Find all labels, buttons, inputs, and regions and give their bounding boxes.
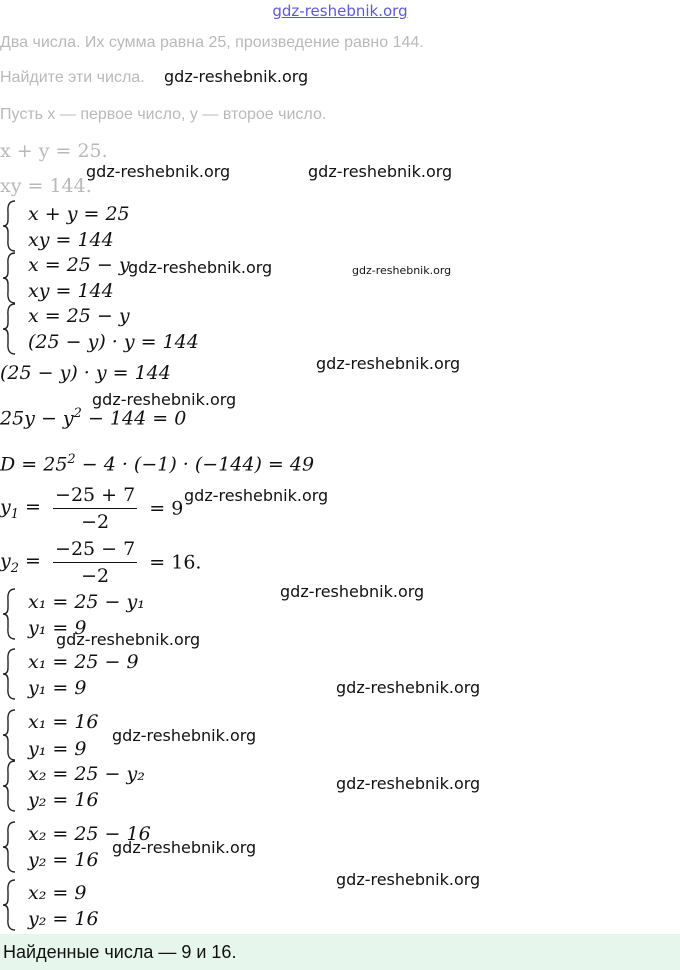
system-2-eq-b: xy = 144	[28, 280, 114, 302]
system-1-eq-a: x + y = 25	[28, 203, 130, 225]
root-y1	[0, 484, 183, 533]
problem-line-3: Пусть x — первое число, y — второе число.	[0, 106, 327, 123]
system-7-eq-a: x₂ = 25 − y₂	[28, 763, 145, 785]
system-6-eq-a: x₁ = 16	[28, 711, 99, 733]
root-y2-result: = 16.	[149, 551, 202, 574]
system-1-eq-b: xy = 144	[28, 229, 114, 251]
left-brace-icon	[2, 709, 18, 761]
watermark: gdz-reshebnik.org	[112, 726, 257, 745]
system-5-eq-b: y₁ = 9	[28, 677, 87, 699]
root-y1-label: $y_1$ =	[0, 495, 41, 522]
root-y1-fraction	[53, 484, 137, 533]
discriminant-part-a: D = 25	[0, 453, 68, 476]
watermark: gdz-reshebnik.org	[164, 67, 309, 86]
root-y2-numerator: −25 − 7	[53, 538, 137, 563]
root-y1-denominator: −2	[81, 511, 110, 533]
system-8-eq-a: x₂ = 25 − 16	[28, 823, 151, 845]
root-y2	[0, 538, 201, 587]
left-brace-icon	[2, 200, 18, 252]
system-7-eq-b: y₂ = 16	[28, 789, 99, 811]
watermark: gdz-reshebnik.org	[92, 390, 237, 409]
answer-box	[0, 934, 680, 970]
problem-line-2: Найдите эти числа.	[0, 69, 145, 86]
derivation-line-2-part-a: 25y − y	[0, 407, 74, 430]
system-3-eq-a: x = 25 − y	[28, 305, 130, 327]
discriminant-part-b: − 4 · (−1) · (−144) = 49	[75, 453, 315, 476]
left-brace-icon	[2, 303, 18, 355]
root-y1-numerator: −25 + 7	[53, 484, 137, 509]
derivation-line-2-part-b: − 144 = 0	[81, 407, 187, 430]
problem-line-1: Два числа. Их сумма равна 25, произведение равно 144.	[0, 34, 424, 51]
system-9-eq-b: y₂ = 16	[28, 908, 99, 930]
discriminant-line	[0, 452, 314, 475]
system-8-eq-b: y₂ = 16	[28, 849, 99, 871]
watermark: gdz-reshebnik.org	[336, 774, 481, 793]
root-y2-fraction	[53, 538, 137, 587]
system-2-eq-a: x = 25 − y	[28, 254, 130, 276]
left-brace-icon	[2, 821, 18, 873]
left-brace-icon	[2, 588, 18, 640]
watermark: gdz-reshebnik.org	[128, 258, 273, 277]
watermark: gdz-reshebnik.org	[316, 354, 461, 373]
root-y2-label: $y_2$ =	[0, 549, 41, 576]
derivation-line-1: (25 − y) · y = 144	[0, 362, 171, 384]
root-y1-result: = 9	[149, 497, 184, 520]
system-4-eq-a: x₁ = 25 − y₁	[28, 591, 145, 613]
watermark: gdz-reshebnik.org	[112, 838, 257, 857]
site-link[interactable]: gdz-reshebnik.org	[272, 2, 408, 20]
watermark: gdz-reshebnik.org	[352, 264, 452, 277]
system-6-eq-b: y₁ = 9	[28, 738, 87, 760]
left-brace-icon	[2, 760, 18, 812]
system-5-eq-a: x₁ = 25 − 9	[28, 651, 139, 673]
watermark: gdz-reshebnik.org	[86, 162, 231, 181]
answer-text: Найденные числа — 9 и 16.	[3, 942, 237, 962]
intro-equation-product: xy = 144.	[0, 175, 92, 197]
root-y2-denominator: −2	[81, 565, 110, 587]
derivation-line-2	[0, 406, 186, 429]
intro-equation-sum: x + y = 25.	[0, 140, 108, 162]
system-3-eq-b: (25 − y) · y = 144	[28, 331, 199, 353]
derivation-line-2-exponent: 2	[73, 406, 82, 421]
watermark: gdz-reshebnik.org	[184, 486, 329, 505]
discriminant-exponent: 2	[67, 452, 76, 467]
watermark: gdz-reshebnik.org	[280, 582, 425, 601]
watermark: gdz-reshebnik.org	[336, 870, 481, 889]
left-brace-icon	[2, 648, 18, 700]
system-4-eq-b: y₁ = 9	[28, 617, 87, 639]
watermark: gdz-reshebnik.org	[308, 162, 453, 181]
left-brace-icon	[2, 252, 18, 304]
watermark: gdz-reshebnik.org	[56, 630, 201, 649]
watermark: gdz-reshebnik.org	[336, 678, 481, 697]
system-9-eq-a: x₂ = 9	[28, 882, 87, 904]
left-brace-icon	[2, 879, 18, 931]
